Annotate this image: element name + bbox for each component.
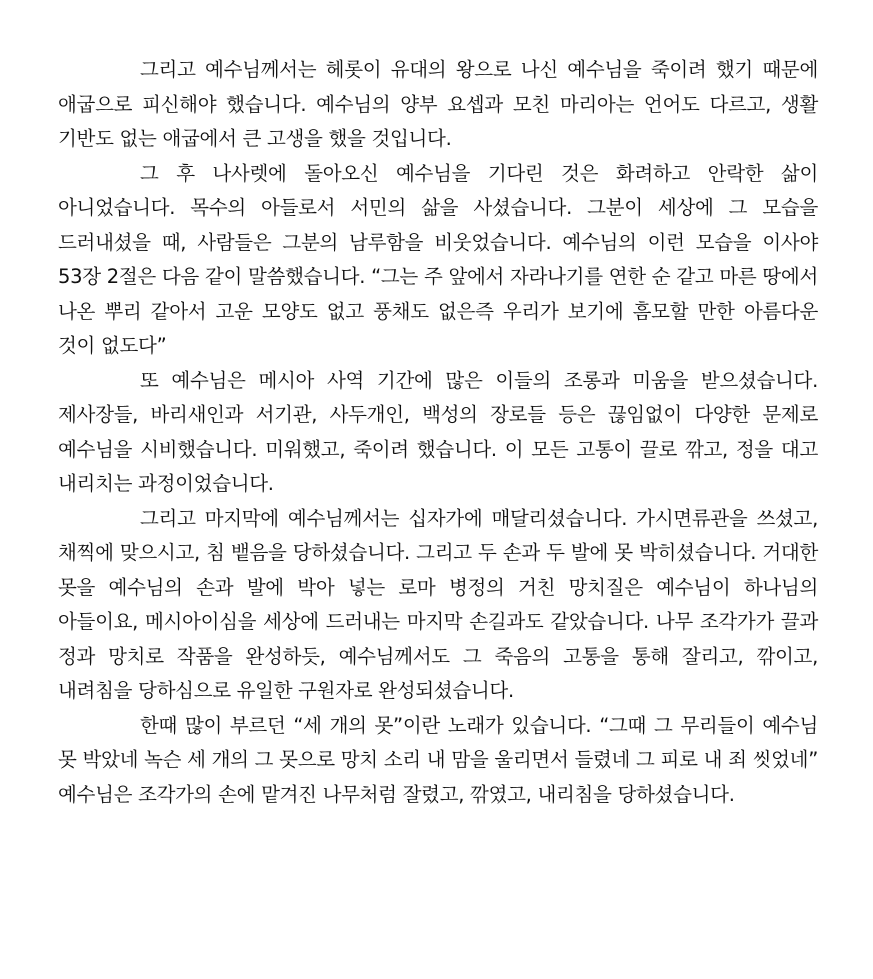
paragraph-5: 한때 많이 부르던 “세 개의 못”이란 노래가 있습니다. “그때 그 무리들이 예수님 못 박았네 녹슨 세 개의 그 못으로 망치 소리 내 맘을 울리면서 들렸네 그 피로 내 죄 씻었네” 예수님은 조각가의 손에 맡겨진 나무처럼 잘렸고, 깎였고, 내리침을 당하셨습니다. <box>58 713 818 806</box>
paragraph-3: 또 예수님은 메시아 사역 기간에 많은 이들의 조롱과 미움을 받으셨습니다. 제사장들, 바리새인과 서기관, 사두개인, 백성의 장로들 등은 끊임없이 다양한 문제로 예수님을 시비했습니다. 미워했고, 죽이려 했습니다. 이 모든 고통이 끌로 깎고, 정을 대고 내리치는 과정이었습니다. <box>58 368 818 495</box>
paragraph-2: 그 후 나사렛에 돌아오신 예수님을 기다린 것은 화려하고 안락한 삶이 아니었습니다. 목수의 아들로서 서민의 삶을 사셨습니다. 그분이 세상에 그 모습을 드러내셨을 때, 사람들은 그분의 남루함을 비웃었습니다. 예수님의 이런 모습을 이사야 53장 2절은 다음 같이 말씀했습니다. “그는 주 앞에서 자라나기를 연한 순 같고 마른 땅에서 나온 뿌리 같아서 고운 모양도 없고 풍채도 없은즉 우리가 보기에 흠모할 만한 아름다운 것이 없도다” <box>58 161 818 357</box>
paragraph-1: 그리고 예수님께서는 헤롯이 유대의 왕으로 나신 예수님을 죽이려 했기 때문에 애굽으로 피신해야 했습니다. 예수님의 양부 요셉과 모친 마리아는 언어도 다르고, 생활 기반도 없는 애굽에서 큰 고생을 했을 것입니다. <box>58 58 818 150</box>
paragraph-4: 그리고 마지막에 예수님께서는 십자가에 매달리셨습니다. 가시면류관을 쓰셨고, 채찍에 맞으시고, 침 뱉음을 당하셨습니다. 그리고 두 손과 두 발에 못 박히셨습니다. 거대한 못을 예수님의 손과 발에 박아 넣는 로마 병정의 거친 망치질은 예수님이 하나님의 아들이요, 메시아이심을 세상에 드러내는 마지막 손길과도 같았습니다. 나무 조각가가 끌과 정과 망치로 작품을 완성하듯, 예수님께서도 그 죽음의 고통을 통해 잘리고, 깎이고, 내려침을 당하심으로 유일한 구원자로 완성되셨습니다. <box>58 506 818 702</box>
document-page <box>58 53 818 812</box>
